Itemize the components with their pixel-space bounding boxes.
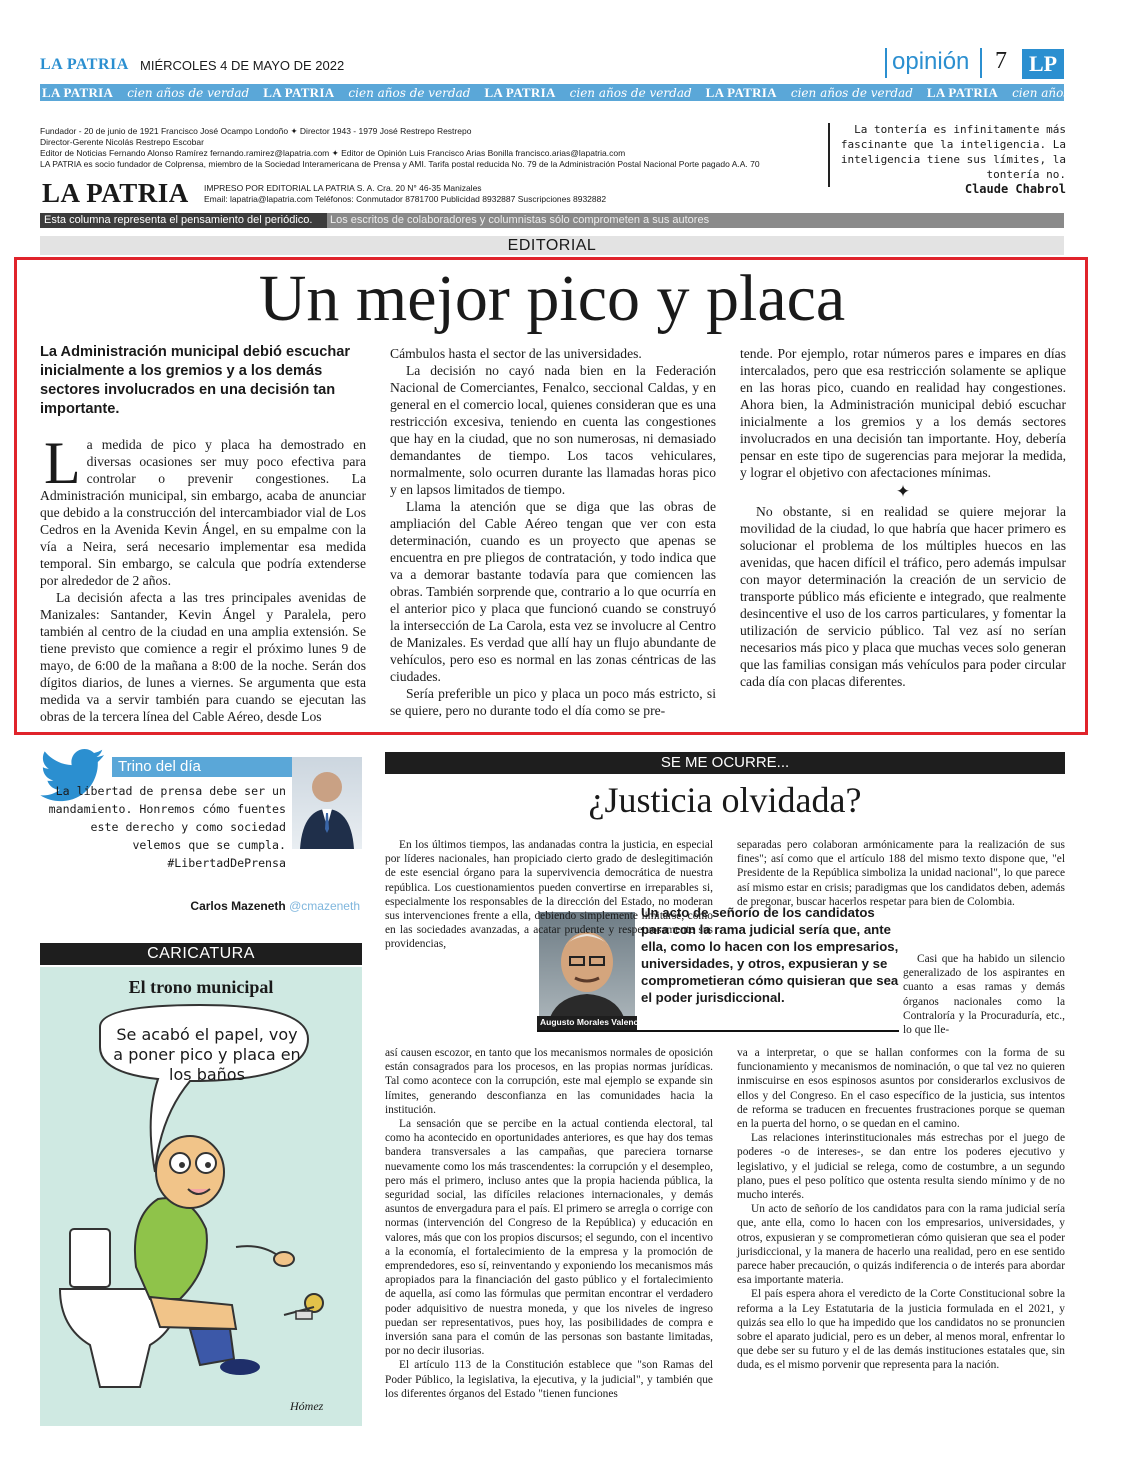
paragraph: Sería preferible un pico y placa un poco más estricto, si se quiere, pero no durante todo el día como se pre- [390, 686, 716, 718]
editorial-notice: Esta columna representa el pensamiento del periódico. [40, 213, 327, 228]
ornament: ✦ [895, 482, 911, 501]
masthead-credits [40, 126, 820, 170]
paragraph: El país espera ahora el veredicto de la Corte Constitucional sobre la reforma a la Ley Estatutaria de la justicia formulada en el 2021, y quizás sea ello lo que ha impedido que los candidatos no se pronuncien sobre el aparato judicial, pero es un deber, al menos moral, enfrentar lo que debe ser su futuro y el de las demás instituciones estatales que, sin duda, es el mismo porvenir que representa para la nación. [737, 1288, 1065, 1372]
editorial-column-2 [390, 345, 716, 719]
caricature-bubble-text: Se acabó el papel, voy a poner pico y placa en los baños [113, 1025, 301, 1084]
printer-line: IMPRESO POR EDITORIAL LA PATRIA S. A. Cra. 20 N° 46-35 Manizales [204, 183, 482, 193]
editorial-lead: La Administración municipal debió escuchar inicialmente a los gremios y a los demás sectores involucrados en una decisión tan importante. [40, 344, 351, 417]
strip-slogan: cien años de verdad [1012, 85, 1134, 100]
caricature-header: CARICATURA [40, 943, 362, 965]
lp-logo: LP [1022, 49, 1064, 79]
column-text-1b [385, 1046, 713, 1401]
editorial-column-1 [40, 430, 366, 725]
masthead-line: Director-Gerente Nicolás Restrepo Escobar [40, 137, 204, 147]
strip-brand: LA PATRIA [263, 84, 335, 100]
paragraph: La sensación que se percibe en la actual contienda electoral, tal como ha acontecido en oportunidades anteriores, es que hay dos temas bandera transversales a las campañas, que pareciera tornarse nuevamente como los más trascendentes: la corrupción y el desempleo, pero más el primero, incluso antes que la propia hacienda pública, la seguridad social, las difíciles relaciones internacionales, y demás asuntos de envergadura para el país. El primero se arregla o corrige con normas (intervención del Congreso de la República) y educación en valores, más que con los propios discursos; el segundo, con el incentivo a la economía, el fortalecimiento de la empresa y la promoción de emprendedores, eso sí, reinventando y exponiendo los mecanismos más apropiados para la financiación del gasto público y el fortalecimiento de aquella, así como las fórmulas que permitan encontrar el verdadero poder adquisitivo de nuestra moneda, y que los niveles de ingreso puedan ser representativos, pues hoy, las posibilidades de compra e inversión sana para el común de las personas son bastante limitadas, por no decir ilusorias. [385, 1118, 713, 1358]
pullquote-text: Un acto de señorío de los candidatos para con la rama judicial sería que, ante ella, como lo hacen con los empresarios, universidades, y otros, expusieran y se comprometieran cómo quisieran que sea el poder jurisdiccional. [641, 905, 899, 1005]
strip-slogan: cien años de verdad [569, 85, 692, 100]
trino-handle[interactable]: @cmazeneth [289, 899, 360, 913]
paragraph: Llama la atención que se diga que las obras de ampliación del Cable Aéreo tengan que ver con esta determinación, cuando es un proyecto que apenas se encuentra en pre pliegos de contratación, y todo indica que va a demorar bastante todavía para que comiencen las obras. También sorprende que, contrario a lo que ocurría en el anterior pico y placa que funcionó cuando se construyó la intersección de La Carola, esta vez se involucre al Centro de Manizales. Es verdad que allí hay un flujo abundante de vehículos, pero eso es normal en las zonas céntricas de las ciudades. [390, 499, 716, 684]
printer-line: Email: lapatria@lapatria.com Teléfonos: Conmutador 8781700 Publicidad 8932887 Suscripciones 8932882 [204, 194, 607, 204]
trino-text: La libertad de prensa debe ser un mandamiento. Honremos cómo fuentes este derecho y como sociedad velemos que se cumpla. #LibertadDePrensa [48, 784, 286, 870]
quote-author: Claude Chabrol [964, 182, 1066, 196]
paragraph: La decisión no cayó nada bien en la Federación Nacional de Comerciantes, Fenalco, seccional Caldas, y en general en el comercio local, quienes consideran que es una restricción excesiva, teniendo en cuenta las congestiones que hay en la ciudad, que no son numerosas, ni demasiado demandantes de tiempo. Los tacos vehiculares, normalmente, solo ocurren durante las llamadas horas pico y en lapsos limitados de tiempo. [390, 363, 716, 497]
column-kicker: SE ME OCURRE... [385, 752, 1065, 774]
editorial-title: Un mejor pico y placa [258, 262, 846, 335]
paragraph: tende. Por ejemplo, rotar números pares e impares en días intercalados, pero que esa restricción solamente se aplique en las horas pico, cuando en realidad hay congestiones. Ahora bien, la Administración municipal debió escuchar inicialmente a los gremios y a los demás sectores involucrados en una decisión tan importante. Hoy, debería pensar en este tipo de sugerencias para mejorar la medida, y lograr el objetivo con afectaciones mínimas. [740, 346, 1066, 480]
column-text-1 [385, 838, 713, 952]
paragraph: Las relaciones interinstitucionales más estrechas por el juego de poderes -o de intereses-, se dan entre los poderes ejecutivo y legislativo, y el judicial se relega, como de costumbre, a un segundo plano, pues el peso político que ostenta resulta siendo mínimo y de no mucho interés. [737, 1132, 1065, 1202]
paragraph: va a interpretar, o que se hallan conformes con la forma de su funcionamiento y mecanismos de nominación, o que tal vez no quieren inmiscuirse en esos espinosos asuntos por considerarlos exclusivos de ellos y del Congreso. En el caso específico de la justicia, sus intentos de reforma se traducen en frecuentes frustraciones porque se queman en la puerta del horno, o se quedan en el camino. [737, 1047, 1065, 1131]
quote-text: La tontería es infinitamente más fascinante que la inteligencia. La inteligencia tiene sus límites, la tontería no. [840, 123, 1066, 181]
column-text-2b [737, 1046, 1065, 1373]
quote-box [838, 122, 1066, 197]
section-label: opinión [892, 48, 970, 75]
paragraph: Cámbulos hasta el sector de las universidades. [390, 346, 642, 361]
paragraph: Un acto de señorío de los candidatos para con la rama judicial sería que, ante ella, como lo hacen con los empresarios, universidades, y otros, expusieran y se comprometieran cómo quisieran que sea el poder jurisdiccional, y la manera de hacerlo una realidad, pero en ese sentido parece haber precaución, o quizás indiferencia o de interés para abordar esa importante materia. [737, 1203, 1065, 1287]
column-author: Augusto Morales Valencia [540, 1017, 646, 1027]
masthead-line: Fundador - 20 de junio de 1921 Francisco José Ocampo Londoño ✦ Director 1943 - 1979 José Restrepo Restrepo [40, 126, 472, 136]
column-text-2 [737, 838, 1065, 909]
strip-slogan: cien años de verdad [127, 85, 250, 100]
paragraph: La decisión afecta a las tres principales avenidas de Manizales: Santander, Kevin Ángel y Paralela, pero también al centro de la ciudad en una amplia extensión. Se tiene previsto que comience a regir el próximo lunes 9 de mayo, de 6:00 de la mañana a 8:00 de la noche. Serán dos dígitos diarios, de lunes a viernes. Se argumenta que esta medida va a servir también para cuando se ejecutan las obras de la tercera línea del Cable Aéreo, desde Los [40, 590, 366, 724]
paragraph: No obstante, si en realidad se quiere mejorar la movilidad de la ciudad, lo que habría que hacer primero es solucionar el problema de los múltiples huecos en las avenidas, que hacen difícil el tráfico, pero además impulsar con mayor determinación la creación de un servicio de transporte público más eficiente e integrado, que realmente desincentive el uso de los carros particulares, y fomentar la utilización de servicio público. Tal vez así no serían necesarios más pico y placa que muchas veces solo generan que las familias consigan más vehículos para poder circular cada día con placas diferentes. [740, 504, 1066, 689]
caricature-signature: Hómez [290, 1399, 324, 1413]
column-title: ¿Justicia olvidada? [588, 780, 862, 820]
paragraph: En los últimos tiempos, las andanadas contra la justicia, en especial por líderes nacionales, han propiciado cierto grado de deslegitimación de este esencial órgano para la supervivencia democrática de nuestra república. Los cuestionamientos pueden convertirse en irreparables si, especialmente los responsables de la dirección del Estado, no moderan sus intervenciones frente a ella, debiendo simplemente limitarse, como en las sociedades avanzadas, a acatar prudente y respetuosamente sus providencias, [385, 839, 713, 951]
trino-author-photo [292, 757, 362, 849]
trino-signature [130, 899, 360, 913]
paragraph: separadas pero colaboran armónicamente para la realización de sus fines"; así como que el artículo 188 del mismo texto dispone que, "el Presidente de la República simboliza la unidad nacional", lo que parece así mismo estar en crisis; paradigmas que los candidatos deben, además de pregonar, buscar hacerlos respetar para bien de Colombia. [737, 839, 1065, 908]
column-text-2-narrow [903, 952, 1065, 1037]
strip-brand: LA PATRIA [42, 84, 114, 100]
caricature-panel [40, 967, 362, 1426]
divider [885, 48, 887, 78]
caricature-title: El trono municipal [128, 977, 274, 997]
strip-brand: LA PATRIA [705, 84, 777, 100]
paragraph: así causen escozor, en tanto que los mecanismos normales de oposición están consagrados para los procesos, en las propias normas jurídicas. Tal como acontece con la corrupción, este mal ejemplo se expande sin límites, generando desconfianza en las comunidades hacia la institución. [385, 1047, 713, 1116]
strip-slogan: cien años de verdad [348, 85, 471, 100]
editorial-column-3 [740, 345, 1066, 690]
paragraph: a medida de pico y placa ha demostrado en diversas ocasiones ser muy poco efectiva para controlar o prevenir congestiones. La Administración municipal, sin embargo, acaba de anunciar que debido a la construcción del intercambiador vial de Los Cedros en la Avenida Kevin Ángel, en su empalme con la vía a Neira, será necesario implementar esa medida temporal. Sin embargo, se calcula que podría extenderse por alrededor de 2 años. [40, 437, 366, 588]
masthead-line: LA PATRIA es socio fundador de Colprensa, miembro de la Sociedad Interamericana de Prensa y AMI. Tarifa postal reducida No. 79 de la Administración Postal Nacional Porte pagado A.A. 70 [40, 159, 760, 169]
printer-info [204, 183, 824, 205]
strip-brand: LA PATRIA [926, 84, 999, 100]
brand-name: LA PATRIA [40, 56, 129, 73]
masthead-logo: LA PATRIA [42, 178, 189, 208]
trino-author: Carlos Mazeneth [190, 899, 286, 913]
contributors-notice: Los escritos de colaboradores y columnistas sólo comprometen a sus autores [327, 213, 1064, 228]
paragraph: Casi que ha habido un silencio generalizado de los aspirantes en cuanto a esas ramas y demás órganos nacionales como la Contraloría y la Procuraduría, etc., lo que lle- [903, 953, 1065, 1037]
quote-rule [828, 123, 830, 187]
editorial-section-header: EDITORIAL [40, 236, 1064, 255]
slogan-strip [40, 84, 1134, 101]
strip-brand: LA PATRIA [484, 84, 556, 100]
masthead-line: Editor de Noticias Fernando Alonso Ramírez fernando.ramirez@lapatria.com ✦ Editor de Opinión Luis Francisco Arias Bonilla francisco.arias@lapatria.com [40, 148, 626, 158]
trino-header: Trino del día [112, 757, 362, 777]
drop-cap: L [44, 430, 81, 496]
page-number: 7 [995, 48, 1007, 74]
strip-slogan: cien años de verdad [790, 85, 913, 100]
issue-date: MIÉRCOLES 4 DE MAYO DE 2022 [140, 58, 345, 73]
paragraph: El artículo 113 de la Constitución establece que "son Ramas del Poder Público, la legislativa, la ejecutiva, y la judicial", y también que los diferentes órganos del Estado "tienen funciones [385, 1359, 713, 1400]
divider [980, 48, 982, 78]
